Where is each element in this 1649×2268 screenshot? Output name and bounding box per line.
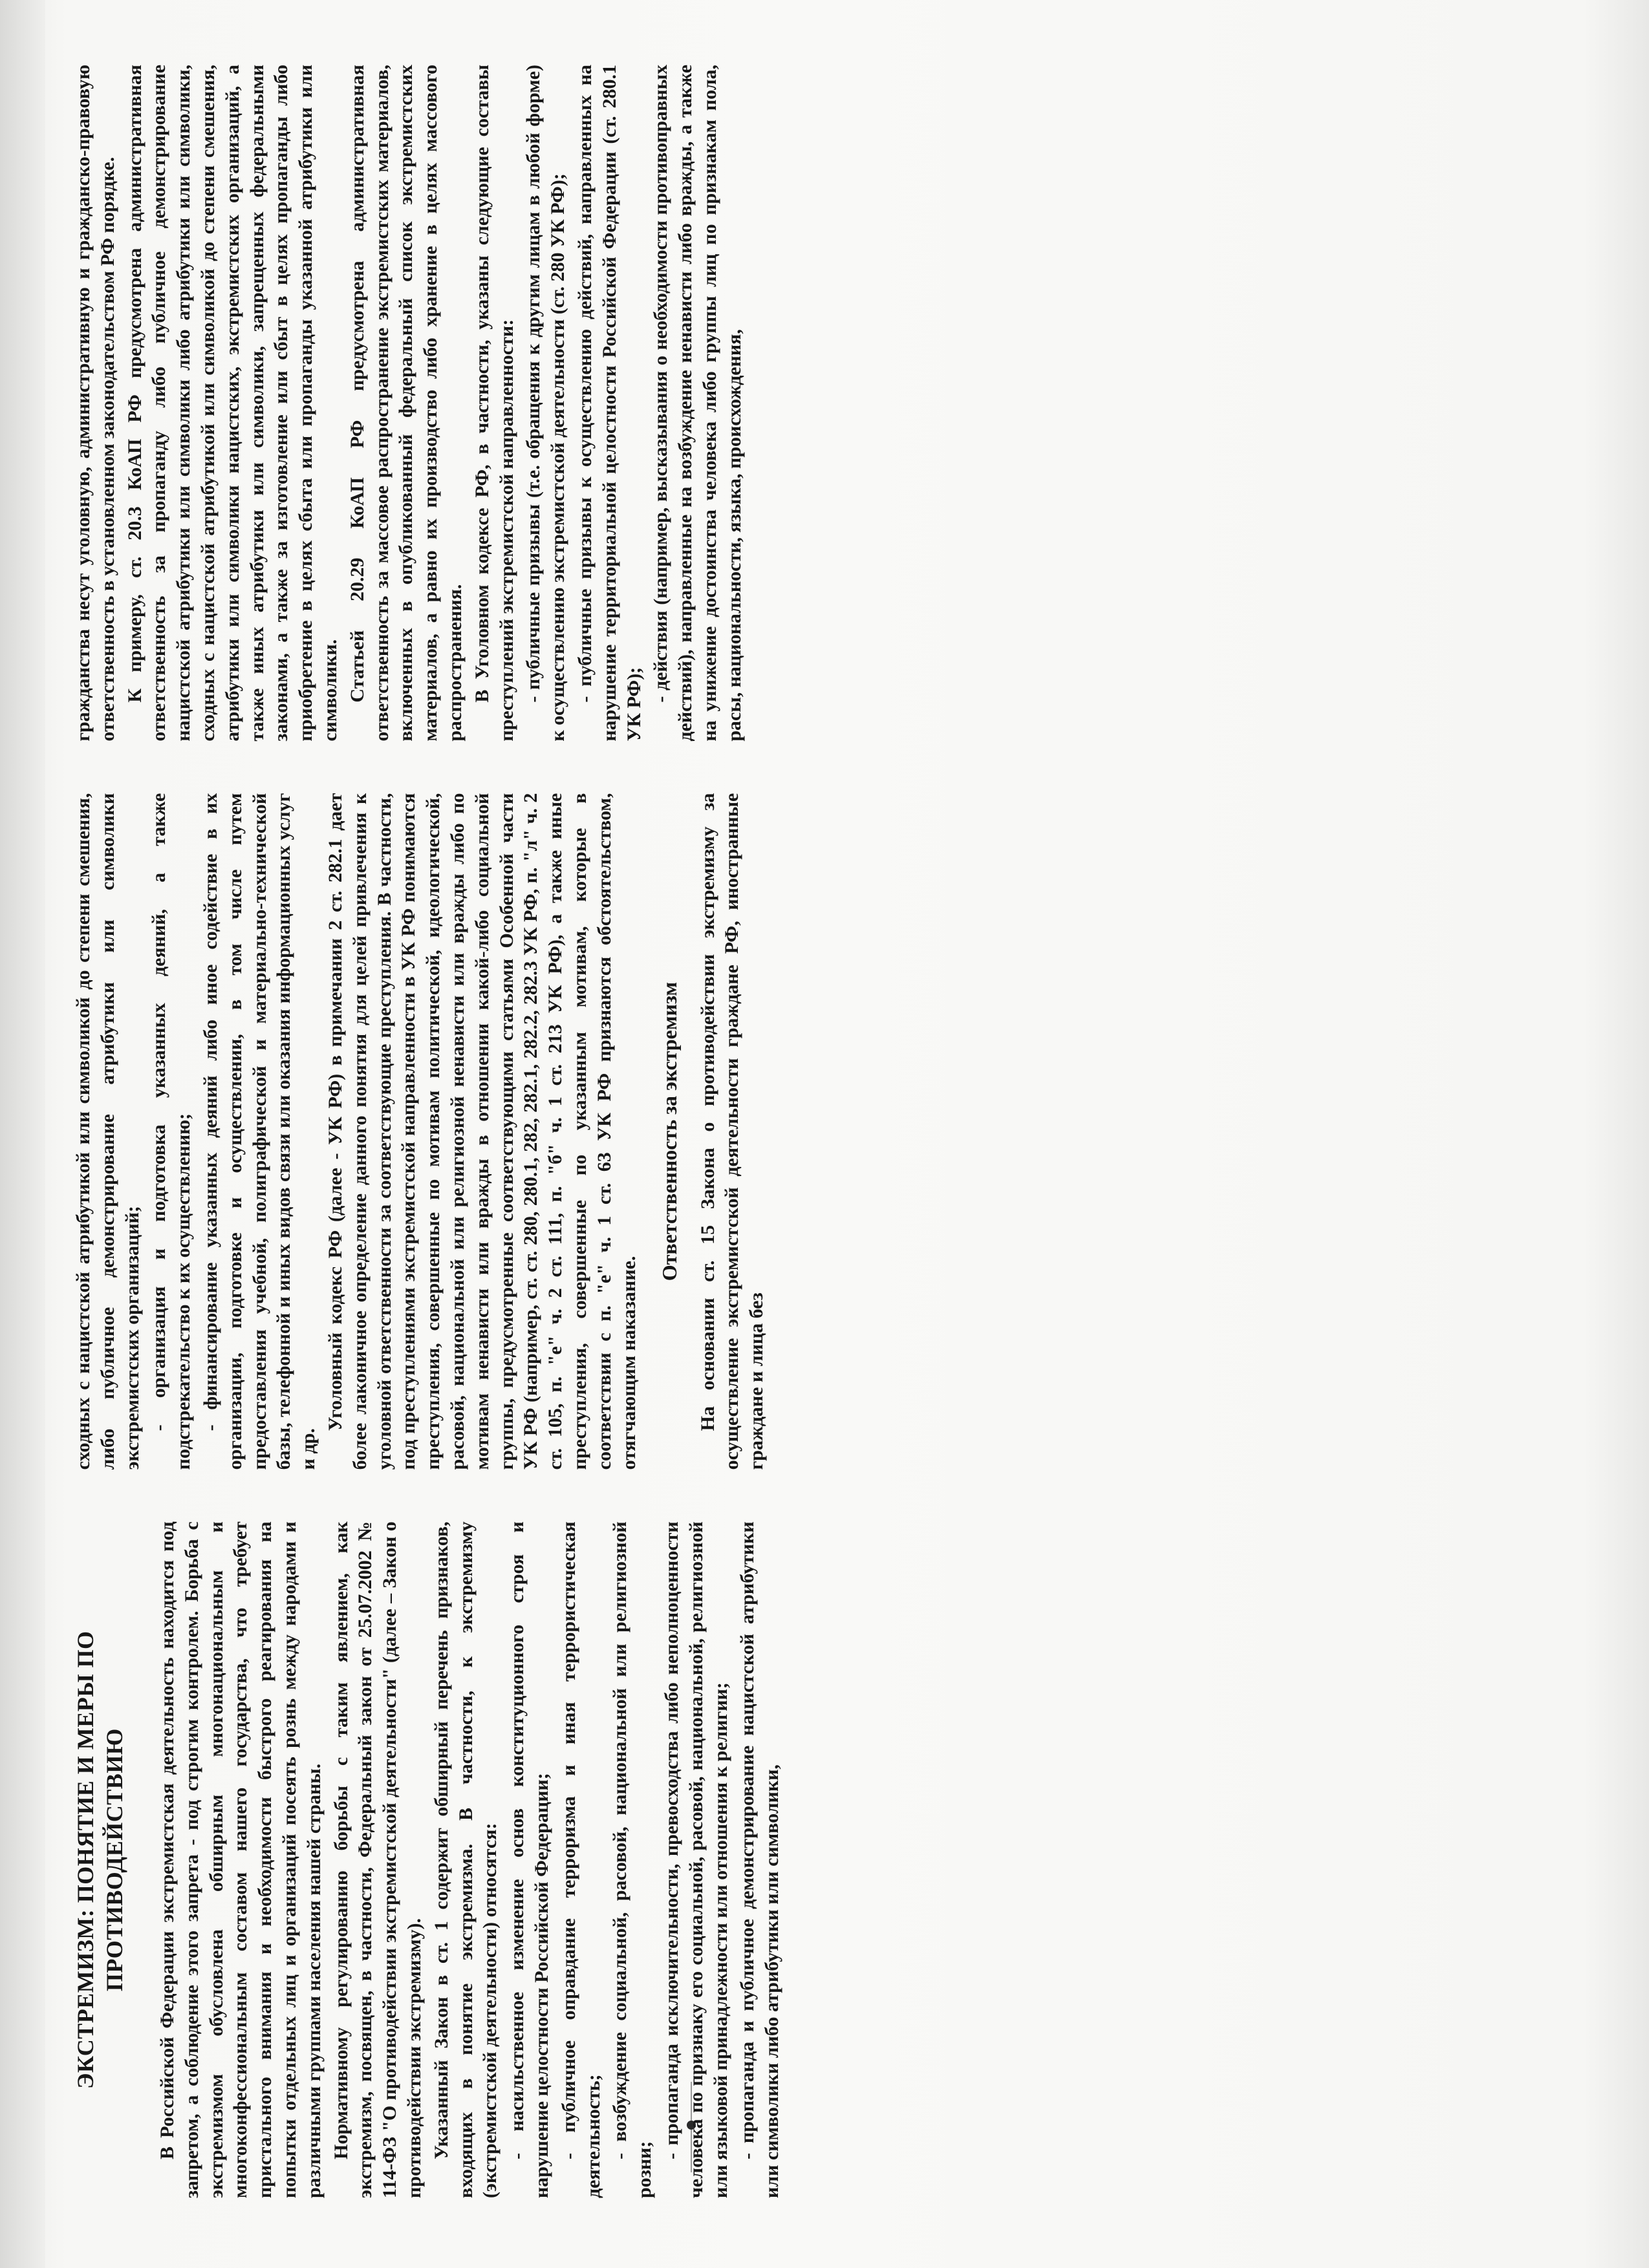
- document-title: ЭКСТРЕМИЗМ: ПОНЯТИЕ И МЕРЫ ПО ПРОТИВОДЕЙСТВИЮ: [72, 1631, 127, 2089]
- paragraph: В Российской Федерации экстремистская деятельность находится под запретом, а соблюдение этого запрета - под строгим контролем. Борьба с экстремизмом обусловлена обширным многонациональным и многоконфессиональным составом нашего государства, что требует пристального внимания и необходимости быстрого реагирования на попытки отдельных лиц и организаций посеять рознь между народами и различными группами населения нашей страны.: [156, 1521, 325, 2198]
- paragraph: На основании ст. 15 Закона о противодействии экстремизму за осуществление экстремистской деятельности граждане РФ, иностранные граждане и лица без: [696, 793, 768, 1470]
- section-heading: Ответственность за экстремизм: [658, 981, 682, 1281]
- list-item: - публичное оправдание терроризма и иная террористическая деятельность;: [557, 1521, 604, 2198]
- list-item: - финансирование указанных деяний либо иное содействие в их организации, подготовке и осуществлении, в том числе путем предоставления учебной, полиграфической и материально-технической базы, телефонной и иных видов связи или оказания информационных услуг и др.: [199, 793, 319, 1470]
- list-item: - пропаганда исключительности, превосходства либо неполноценности человека по признаку его социальной, расовой, национальной, религиозной или языковой принадлежности или отношения к религии;: [660, 1521, 731, 2198]
- paragraph: Уголовный кодекс РФ (далее - УК РФ) в примечании 2 ст. 282.1 дает более лаконичное определение данного понятия для целей привлечения к уголовной ответственности за соответствующие преступления. В частности, под преступлениями экстремистской направленности в УК РФ понимаются преступления, совершенные по мотивам политической, идеологической, расовой, национальной или религиозной ненависти или вражды либо по мотивам ненависти или вражды в отношении какой-либо социальной группы, предусмотренные соответствующими статьями Особенной части УК РФ (например, ст. ст. 280, 280.1, 282, 282.1, 282.2, 282.3 УК РФ, п. "л" ч. 2 ст. 105, п. "е" ч. 2 ст. 111, п. "б" ч. 1 ст. 213 УК РФ), а также иные преступления, совершенные по указанным мотивам, которые в соответствии с п. "е" ч. 1 ст. 63 УК РФ признаются обстоятельством, отягчающим наказание.: [324, 793, 640, 1470]
- list-item: - действия (например, высказывания о необходимости противоправных действий), направленные на возбуждение ненависти либо вражды, а также на унижение достоинства человека либо группы лиц по признакам пола, расы, национальности, языка, происхождения,: [650, 64, 745, 742]
- paragraph: В Уголовном кодексе РФ, в частности, указаны следующие составы преступлений экстремистской направленности:: [471, 64, 517, 742]
- list-item: - пропаганда и публичное демонстрирование нацистской атрибутики или символики либо атрибутики или символики,: [737, 1521, 783, 2198]
- paragraph: Статьей 20.29 КоАП РФ предусмотрена административная ответственность за массовое распространение экстремистских материалов, включенных в опубликованный федеральный список экстремистских материалов, а равно их производство либо хранение в целях массового распространения.: [346, 64, 466, 742]
- paragraph: сходных с нацистской атрибутикой или символикой до степени смешения, либо публичное демонстрирование атрибутики или символики экстремистских организаций;: [72, 793, 143, 1470]
- list-item: - организация и подготовка указанных деяний, а также подстрекательство к их осуществлению;: [148, 793, 195, 1470]
- rotated-sheet: [71, 65, 1578, 2198]
- paragraph: Указанный Закон в ст. 1 содержит обширный перечень признаков, входящих в понятие экстремизма. В частности, к экстремизму (экстремистской деятельности) относятся:: [430, 1521, 501, 2198]
- list-item: - публичные призывы (т.е. обращения к другим лицам в любой форме) к осуществлению экстремистской деятельности (ст. 280 УК РФ);: [523, 64, 569, 742]
- list-item: - публичные призывы к осуществлению действий, направленных на нарушение территориальной целостности Российской Федерации (ст. 280.1 УК РФ);: [574, 64, 645, 742]
- paragraph: гражданства несут уголовную, административную и гражданско-правовую ответственность в установленном законодательством РФ порядке.: [72, 64, 118, 742]
- list-item: - возбуждение социальной, расовой, национальной или религиозной розни;: [609, 1521, 656, 2198]
- column-3: [71, 65, 1578, 742]
- scan-edge-shadow: [0, 0, 45, 2268]
- paragraph: К примеру, ст. 20.3 КоАП РФ предусмотрена административная ответственность за пропаганду либо публичное демонстрирование нацистской атрибутики или символики либо атрибутики или символики, сходных с нацистской атрибутикой или символикой до степени смешения, атрибутики или символики нацистских, экстремистских организаций, а также иных атрибутики или символики, запрещенных федеральными законами, а также за изготовление или сбыт в целях пропаганды либо приобретение в целях сбыта или пропаганды указанной атрибутики или символики.: [124, 64, 341, 742]
- column-1: [71, 1521, 1578, 2198]
- list-item: - насильственное изменение основ конституционного строя и нарушение целостности Российской Федерации;: [506, 1521, 552, 2198]
- column-2: [71, 793, 1578, 1470]
- text-columns: [71, 65, 1578, 2198]
- paragraph: Нормативному регулированию борьбы с таким явлением, как экстремизм, посвящен, в частности, Федеральный закон от 25.07.2002 № 114-ФЗ "О противодействии экстремистской деятельности" (далее – Закон о противодействии экстремизму).: [330, 1521, 425, 2198]
